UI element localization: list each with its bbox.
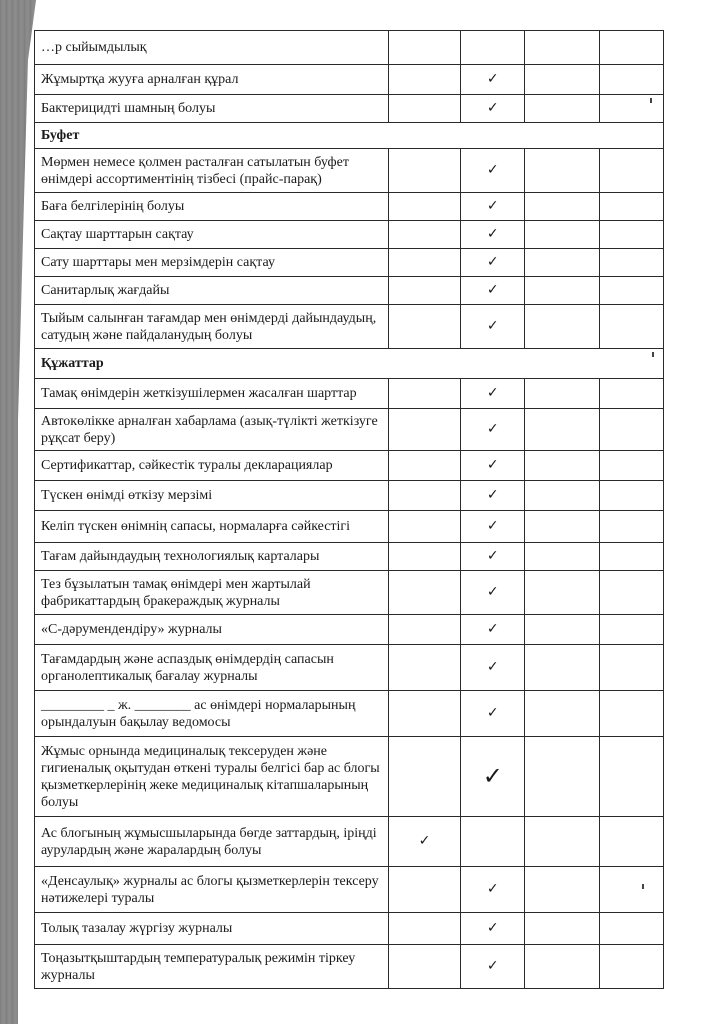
mark-cell-d (599, 945, 663, 989)
handwritten-check-mark: ✓ (461, 451, 525, 481)
checklist-row (35, 31, 664, 65)
checklist-item-text: Тоңазытқыштардың температуралық режимін тіркеу журналы (35, 945, 389, 989)
mark-cell-c (525, 305, 599, 349)
handwritten-check-mark: ✓ (388, 817, 460, 867)
handwritten-check-mark: ✓ (461, 95, 525, 123)
checklist-row (35, 379, 664, 409)
handwritten-check-mark: ✓ (461, 645, 525, 691)
checklist-row (35, 817, 664, 867)
checklist-row (35, 409, 664, 451)
mark-cell-c (525, 543, 599, 571)
mark-cell-a (388, 645, 460, 691)
mark-cell-c (525, 945, 599, 989)
checklist-item-text: Толық тазалау жүргізу журналы (35, 913, 389, 945)
scan-speck (650, 98, 652, 103)
mark-cell-c (525, 737, 599, 817)
checklist-item-text: Тез бұзылатын тамақ өнімдері мен жартылай фабрикаттардың бракераждық журналы (35, 571, 389, 615)
mark-cell-c (525, 409, 599, 451)
checklist-row (35, 571, 664, 615)
scan-speck (642, 884, 644, 889)
checklist-item-text: Бактерицидті шамның болуы (35, 95, 389, 123)
mark-cell-c (525, 511, 599, 543)
mark-cell-c (525, 481, 599, 511)
mark-cell-d (599, 305, 663, 349)
mark-cell-c (525, 817, 599, 867)
handwritten-check-mark: ✓ (461, 305, 525, 349)
checklist-row (35, 645, 664, 691)
checklist-row (35, 615, 664, 645)
mark-cell-d (599, 193, 663, 221)
handwritten-check-mark: ✓ (461, 221, 525, 249)
mark-cell-d (599, 221, 663, 249)
handwritten-check-mark: ✓ (461, 481, 525, 511)
checklist-item-text: Түскен өнімді өткізу мерзімі (35, 481, 389, 511)
mark-cell-d (599, 737, 663, 817)
checklist-item-text: Келіп түскен өнімнің сапасы, нормаларға сәйкестігі (35, 511, 389, 543)
checklist-row (35, 277, 664, 305)
mark-cell-d (599, 867, 663, 913)
checklist-item-text: _________ _ ж. ________ ас өнімдері нормаларының орындалуын бақылау ведомосы (35, 691, 389, 737)
mark-cell-c (525, 451, 599, 481)
checklist-row (35, 451, 664, 481)
mark-cell-a (388, 65, 460, 95)
checklist-row (35, 481, 664, 511)
checklist-item-text: Сату шарттары мен мерзімдерін сақтау (35, 249, 389, 277)
mark-cell-c (525, 645, 599, 691)
checklist-item-text: …р сыйымдылық (35, 31, 389, 65)
mark-cell-c (525, 867, 599, 913)
handwritten-check-mark: ✓ (461, 193, 525, 221)
mark-cell-d (599, 481, 663, 511)
mark-cell-d (599, 511, 663, 543)
mark-cell-a (388, 149, 460, 193)
mark-cell-a (388, 481, 460, 511)
mark-cell-a (388, 945, 460, 989)
handwritten-check-mark: ✓ (461, 149, 525, 193)
mark-cell-c (525, 95, 599, 123)
mark-cell-c (525, 193, 599, 221)
mark-cell-d (599, 277, 663, 305)
mark-cell-a (388, 249, 460, 277)
checklist-row (35, 691, 664, 737)
handwritten-check-mark: ✓ (461, 511, 525, 543)
mark-cell-d (599, 645, 663, 691)
mark-cell-c (525, 379, 599, 409)
mark-cell-d (599, 149, 663, 193)
mark-cell-d (599, 817, 663, 867)
checklist-item-text: Жұмыс орнында медициналық тексеруден және гигиеналық оқытудан өткені туралы белгісі бар ас блогы қызметкерлерінің жеке медициналық кітапшаларының болуы (35, 737, 389, 817)
inspection-checklist-table (34, 30, 664, 989)
checklist-item-text: Автокөлікке арналған хабарлама (азық-түлікті жеткізуге рұқсат беру) (35, 409, 389, 451)
handwritten-check-mark: ✓ (461, 571, 525, 615)
checklist-item-text: Жұмыртқа жууға арналған құрал (35, 65, 389, 95)
mark-cell-c (525, 913, 599, 945)
section-header-row (35, 123, 664, 149)
checklist-item-text: Тағамдардың және аспаздық өнімдердің сапасын органолептикалық бағалау журналы (35, 645, 389, 691)
mark-cell-d (599, 31, 663, 65)
checklist-row (35, 867, 664, 913)
mark-cell-d (599, 571, 663, 615)
mark-cell-d (599, 913, 663, 945)
mark-cell-c (525, 571, 599, 615)
mark-cell-c (525, 691, 599, 737)
mark-cell-a (388, 379, 460, 409)
checklist-row (35, 249, 664, 277)
checklist-row (35, 193, 664, 221)
checklist-item-text: Ас блогының жұмысшыларында бөгде заттардың, іріңді аурулардың және жаралардың болуы (35, 817, 389, 867)
checklist-row (35, 511, 664, 543)
handwritten-check-mark: ✓ (461, 65, 525, 95)
handwritten-check-mark: ✓ (461, 543, 525, 571)
mark-cell-d (599, 65, 663, 95)
mark-cell-a (388, 913, 460, 945)
mark-cell-d (599, 95, 663, 123)
checklist-item-text: Тағам дайындаудың технологиялық карталары (35, 543, 389, 571)
checklist-item-text: Мөрмен немесе қолмен расталған сатылатын буфет өнімдері ассортиментінің тізбесі (прайс-парақ) (35, 149, 389, 193)
mark-cell-a (388, 31, 460, 65)
mark-cell-d (599, 451, 663, 481)
mark-cell-a (388, 95, 460, 123)
mark-cell-a (388, 277, 460, 305)
section-title: Буфет (35, 123, 664, 149)
handwritten-check-mark: ✓ (461, 379, 525, 409)
scan-speck (652, 352, 654, 357)
mark-cell-a (388, 221, 460, 249)
handwritten-check-mark: ✓ (461, 249, 525, 277)
handwritten-check-mark: ✓ (461, 615, 525, 645)
mark-cell-a (388, 511, 460, 543)
mark-cell-a (388, 737, 460, 817)
mark-cell-c (525, 615, 599, 645)
checklist-item-text: Тамақ өнімдерін жеткізушілермен жасалған шарттар (35, 379, 389, 409)
checklist-item-text: «С-дәрумендендіру» журналы (35, 615, 389, 645)
section-title: Құжаттар (35, 349, 664, 379)
checklist-row (35, 543, 664, 571)
handwritten-check-mark: ✓ (461, 691, 525, 737)
checklist-item-text: Тыйым салынған тағамдар мен өнімдерді дайындаудың, сатудың және пайдаланудың болуы (35, 305, 389, 349)
mark-cell-a (388, 193, 460, 221)
mark-cell-c (525, 149, 599, 193)
mark-cell-a (388, 543, 460, 571)
checklist-item-text: Сақтау шарттарын сақтау (35, 221, 389, 249)
checklist-row (35, 65, 664, 95)
mark-cell-a (388, 571, 460, 615)
mark-cell-d (599, 543, 663, 571)
checklist-item-text: Баға белгілерінің болуы (35, 193, 389, 221)
mark-cell-c (525, 31, 599, 65)
mark-cell-a (388, 691, 460, 737)
checklist-item-text: Санитарлық жағдайы (35, 277, 389, 305)
checklist-item-text: Сертификаттар, сәйкестік туралы декларациялар (35, 451, 389, 481)
mark-cell-d (599, 379, 663, 409)
mark-cell-a (388, 409, 460, 451)
mark-cell-a (388, 867, 460, 913)
checklist-row (35, 149, 664, 193)
mark-cell-c (525, 277, 599, 305)
mark-cell-d (599, 691, 663, 737)
handwritten-check-mark: ✓ (461, 277, 525, 305)
checklist-row (35, 737, 664, 817)
handwritten-check-mark: ✓ (461, 737, 525, 817)
mark-cell-a (388, 305, 460, 349)
handwritten-check-mark: ✓ (461, 913, 525, 945)
checklist-row (35, 95, 664, 123)
checklist-row (35, 913, 664, 945)
checklist-row (35, 305, 664, 349)
section-header-row (35, 349, 664, 379)
mark-cell-c (525, 65, 599, 95)
mark-cell-b (461, 31, 525, 65)
checklist-row (35, 945, 664, 989)
checklist-row (35, 221, 664, 249)
mark-cell-c (525, 249, 599, 277)
mark-cell-a (388, 615, 460, 645)
mark-cell-d (599, 409, 663, 451)
mark-cell-d (599, 249, 663, 277)
mark-cell-c (525, 221, 599, 249)
checklist-item-text: «Денсаулық» журналы ас блогы қызметкерлерін тексеру нәтижелері туралы (35, 867, 389, 913)
mark-cell-d (599, 615, 663, 645)
handwritten-check-mark: ✓ (461, 409, 525, 451)
handwritten-check-mark: ✓ (461, 867, 525, 913)
handwritten-check-mark: ✓ (461, 945, 525, 989)
mark-cell-b (461, 817, 525, 867)
mark-cell-a (388, 451, 460, 481)
